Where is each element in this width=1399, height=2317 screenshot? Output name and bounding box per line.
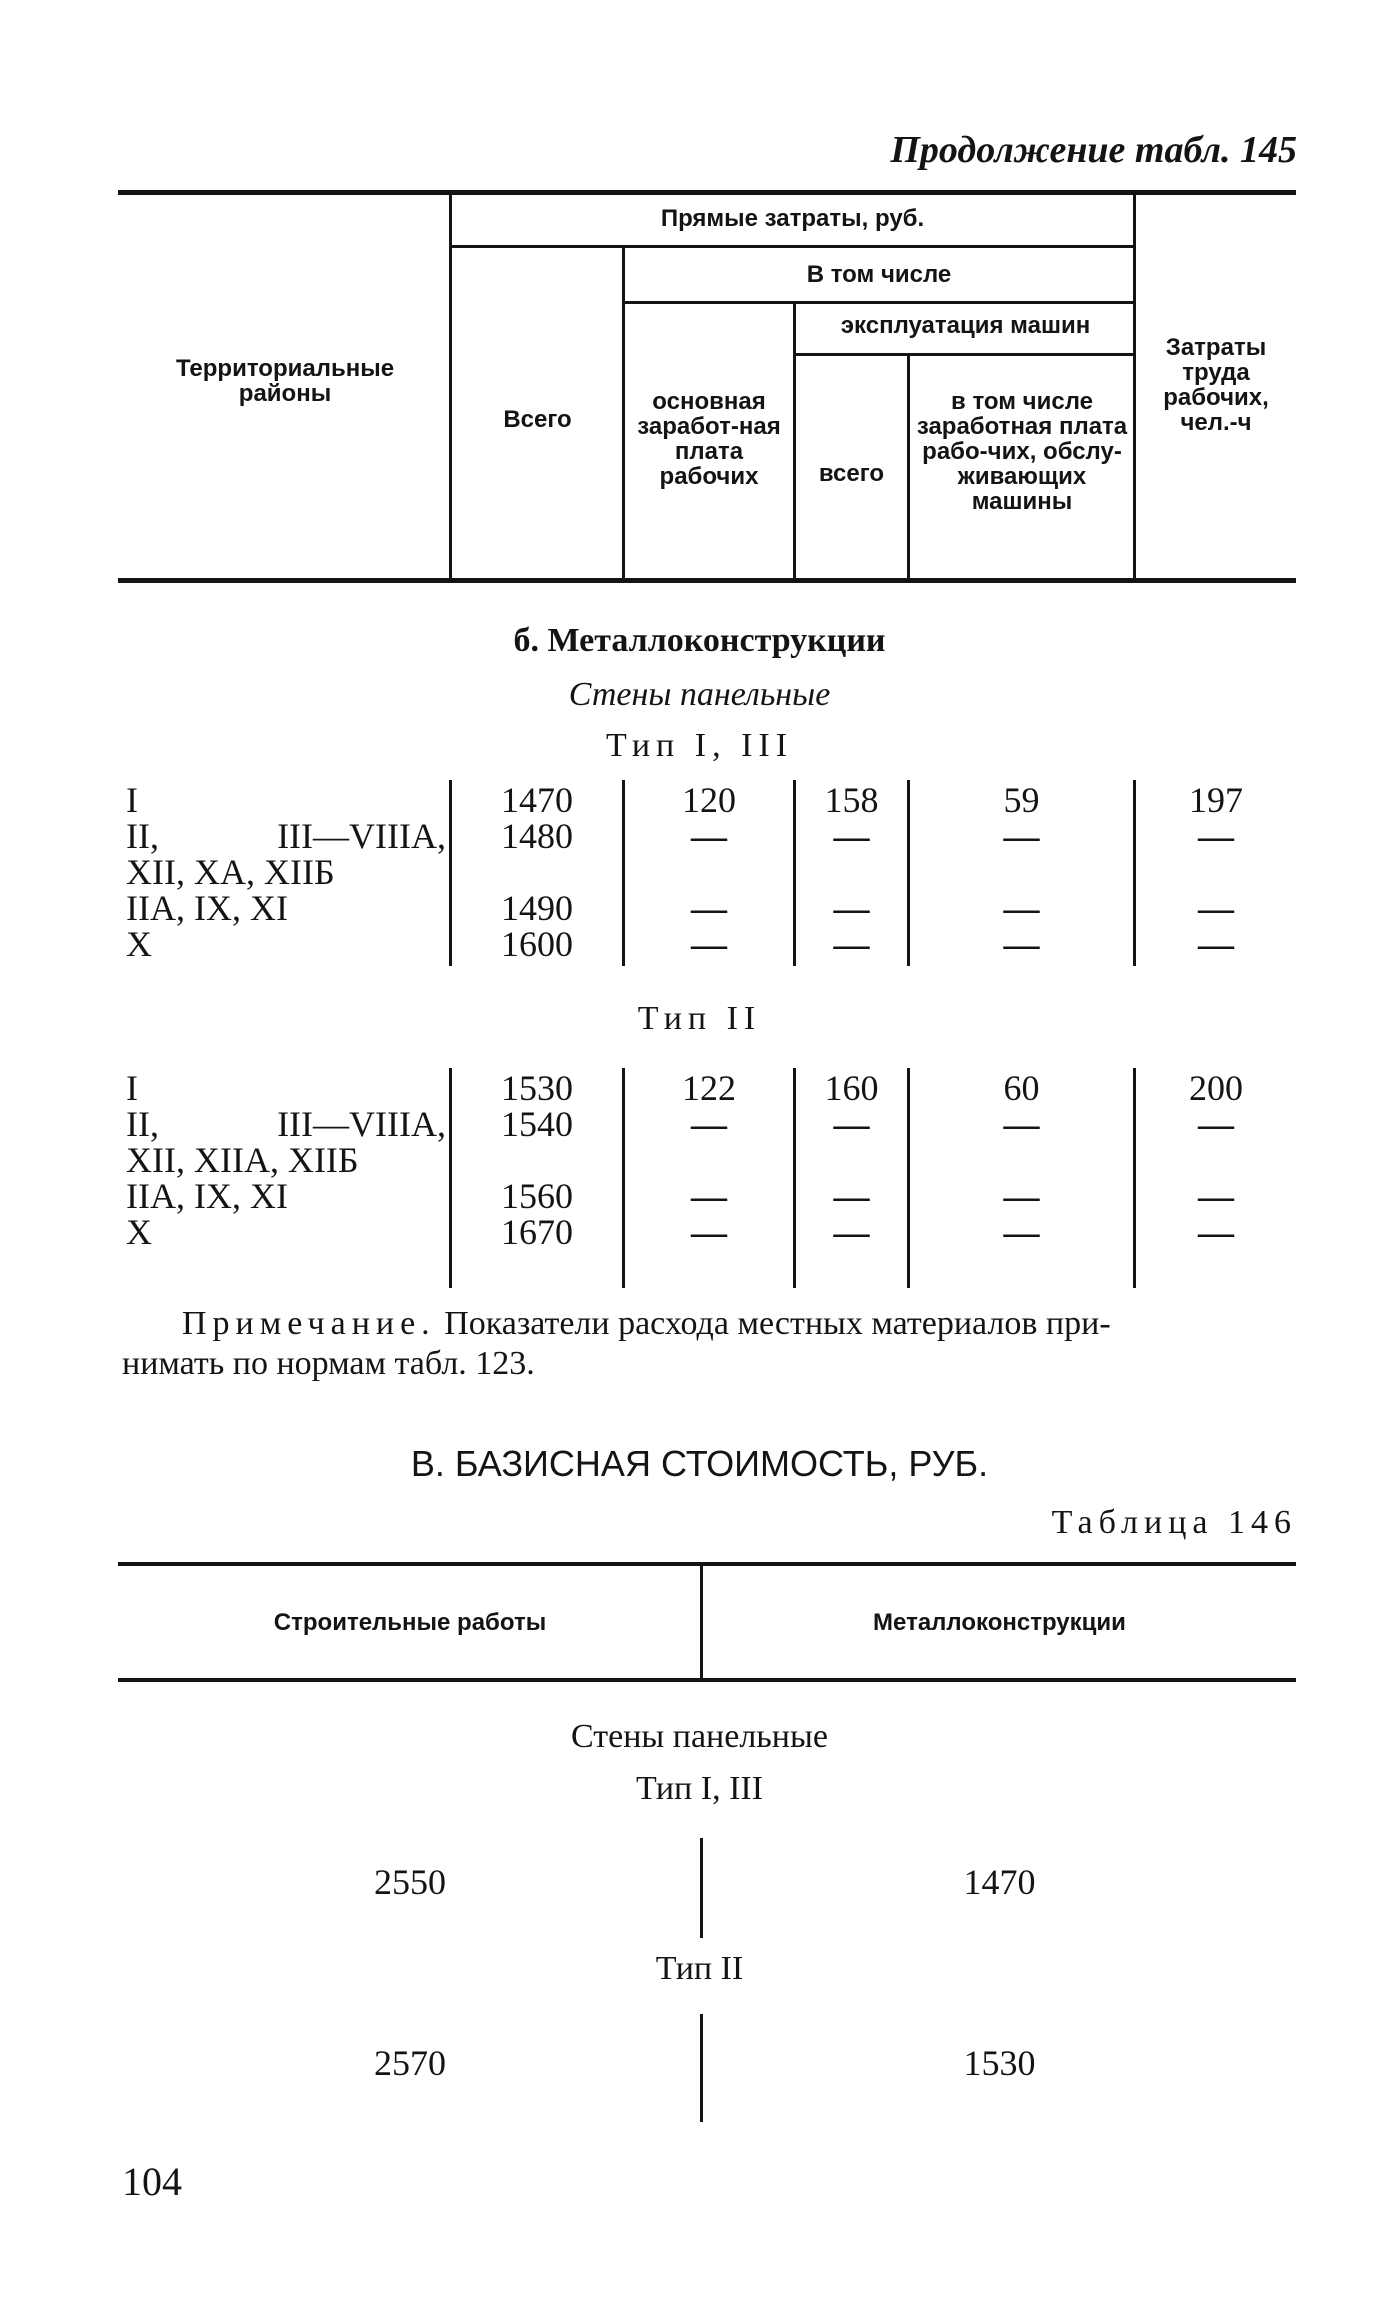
- header-machine-wages: в том числе заработная плата рабо-чих, обслу-живающих машины: [916, 388, 1128, 515]
- cell-machine-wages: —: [1003, 924, 1040, 964]
- cell-region-continued: XII, XA, XIIБ: [126, 852, 335, 892]
- cell-construction: 2550: [374, 1862, 446, 1902]
- cell-region: X: [126, 1212, 152, 1252]
- cell-region: X: [126, 924, 152, 964]
- header-divider-total: [622, 248, 625, 578]
- cell-labor: 197: [1189, 780, 1243, 820]
- note-label: Примечание.: [182, 1305, 436, 1342]
- table146-type-label: Тип I, III: [635, 1770, 764, 1807]
- cell-machine-wages: —: [1003, 1104, 1040, 1144]
- cell-construction: 2570: [374, 2043, 446, 2083]
- header-rule-direct: [452, 245, 1133, 248]
- header-rule-machines: [796, 353, 1133, 356]
- table146-header-bottom-rule: [118, 1678, 1296, 1682]
- cell-wages: —: [691, 1176, 727, 1216]
- cell-region: I: [126, 1068, 138, 1108]
- header-wages: основная заработ-ная плата рабочих: [637, 388, 781, 490]
- table-top-rule: [118, 190, 1296, 195]
- header-including: В том числе: [806, 261, 952, 288]
- cell-machine-total: —: [833, 1176, 870, 1216]
- header-region: Территориальные районы: [175, 355, 395, 407]
- cell-machine-wages: —: [1003, 1212, 1040, 1252]
- header-direct-costs: Прямые затраты, руб.: [660, 205, 925, 232]
- cell-wages: —: [691, 924, 727, 964]
- header-divider-region: [449, 195, 452, 578]
- cell-machine-wages: —: [1003, 816, 1040, 856]
- cell-machine-total: 160: [824, 1068, 879, 1108]
- cell-region: I: [126, 780, 138, 820]
- note-text-line2: нимать по нормам табл. 123.: [122, 1345, 535, 1382]
- section-b-title: В. БАЗИСНАЯ СТОИМОСТЬ, РУБ.: [410, 1443, 989, 1484]
- cell-machine-wages: 59: [1003, 780, 1040, 820]
- cell-region: IIA, IX, XI: [126, 888, 288, 928]
- cell-total: 1600: [501, 924, 573, 964]
- cell-total: 1470: [501, 780, 573, 820]
- cell-wages: —: [691, 816, 727, 856]
- cell-wages: 120: [682, 780, 736, 820]
- cell-region: II, III—VIIIA,: [126, 816, 446, 856]
- cell-machine-wages: —: [1003, 1176, 1040, 1216]
- table-146-label: Таблица 146: [1051, 1504, 1297, 1541]
- note-text-line1: Показатели расхода местных материалов при-: [444, 1305, 1111, 1342]
- cell-wages: —: [691, 888, 727, 928]
- cell-metal: 1530: [963, 2043, 1036, 2083]
- cell-machine-total: —: [833, 1212, 870, 1252]
- cell-machine-wages: —: [1003, 888, 1040, 928]
- header-machine-total: всего: [818, 460, 885, 487]
- cell-total: 1540: [501, 1104, 573, 1144]
- header-construction: Строительные работы: [273, 1609, 547, 1636]
- cell-labor: —: [1198, 924, 1234, 964]
- header-labor: Затраты труда рабочих, чел.-ч: [1163, 334, 1269, 436]
- cell-labor: —: [1198, 1176, 1234, 1216]
- table146-subsection-title: Стены панельные: [571, 1718, 828, 1755]
- cell-total: 1670: [501, 1212, 573, 1252]
- cell-total: 1480: [501, 816, 573, 856]
- cell-wages: —: [691, 1212, 727, 1252]
- cell-region: II, III—VIIIA,: [126, 1104, 446, 1144]
- subsection-title: Стены панельные: [568, 676, 831, 713]
- cell-wages: —: [691, 1104, 727, 1144]
- header-divider-machine-total: [907, 356, 910, 578]
- cell-machine-total: —: [833, 816, 870, 856]
- cell-machine-total: —: [833, 924, 870, 964]
- header-bottom-rule: [118, 578, 1296, 583]
- page-number: 104: [122, 2159, 182, 2204]
- section-title: б. Металлоконструкции: [513, 622, 886, 659]
- cell-total: 1560: [501, 1176, 573, 1216]
- cell-machine-total: 158: [824, 780, 879, 820]
- continuation-caption: Продолжение табл. 145: [890, 129, 1297, 171]
- group-type-label: Тип I, III: [605, 727, 794, 764]
- cell-region: IIA, IX, XI: [126, 1176, 288, 1216]
- cell-total: 1490: [501, 888, 573, 928]
- cell-metal: 1470: [963, 1862, 1036, 1902]
- cell-labor: —: [1198, 1104, 1234, 1144]
- table146-top-rule: [118, 1562, 1296, 1566]
- header-machine-operation: эксплуатация машин: [840, 312, 1091, 339]
- cell-machine-total: —: [833, 1104, 870, 1144]
- table-note: [122, 1304, 1296, 1384]
- cell-labor: —: [1198, 1212, 1234, 1252]
- header-total: Всего: [503, 406, 572, 433]
- table146-type-label: Тип II: [655, 1950, 744, 1987]
- header-divider-labor: [1133, 195, 1136, 578]
- header-rule-including: [625, 301, 1133, 304]
- cell-total: 1530: [501, 1068, 573, 1108]
- header-divider-wages: [793, 304, 796, 578]
- cell-region-continued: XII, XIIA, XIIБ: [126, 1140, 359, 1180]
- cell-machine-total: —: [833, 888, 870, 928]
- cell-labor: —: [1198, 888, 1234, 928]
- header-metal: Металлоконструкции: [873, 1609, 1126, 1636]
- cell-wages: 122: [682, 1068, 736, 1108]
- cell-labor: —: [1198, 816, 1234, 856]
- group-type-label: Тип II: [637, 1000, 762, 1037]
- cell-machine-wages: 60: [1003, 1068, 1040, 1108]
- cell-labor: 200: [1189, 1068, 1243, 1108]
